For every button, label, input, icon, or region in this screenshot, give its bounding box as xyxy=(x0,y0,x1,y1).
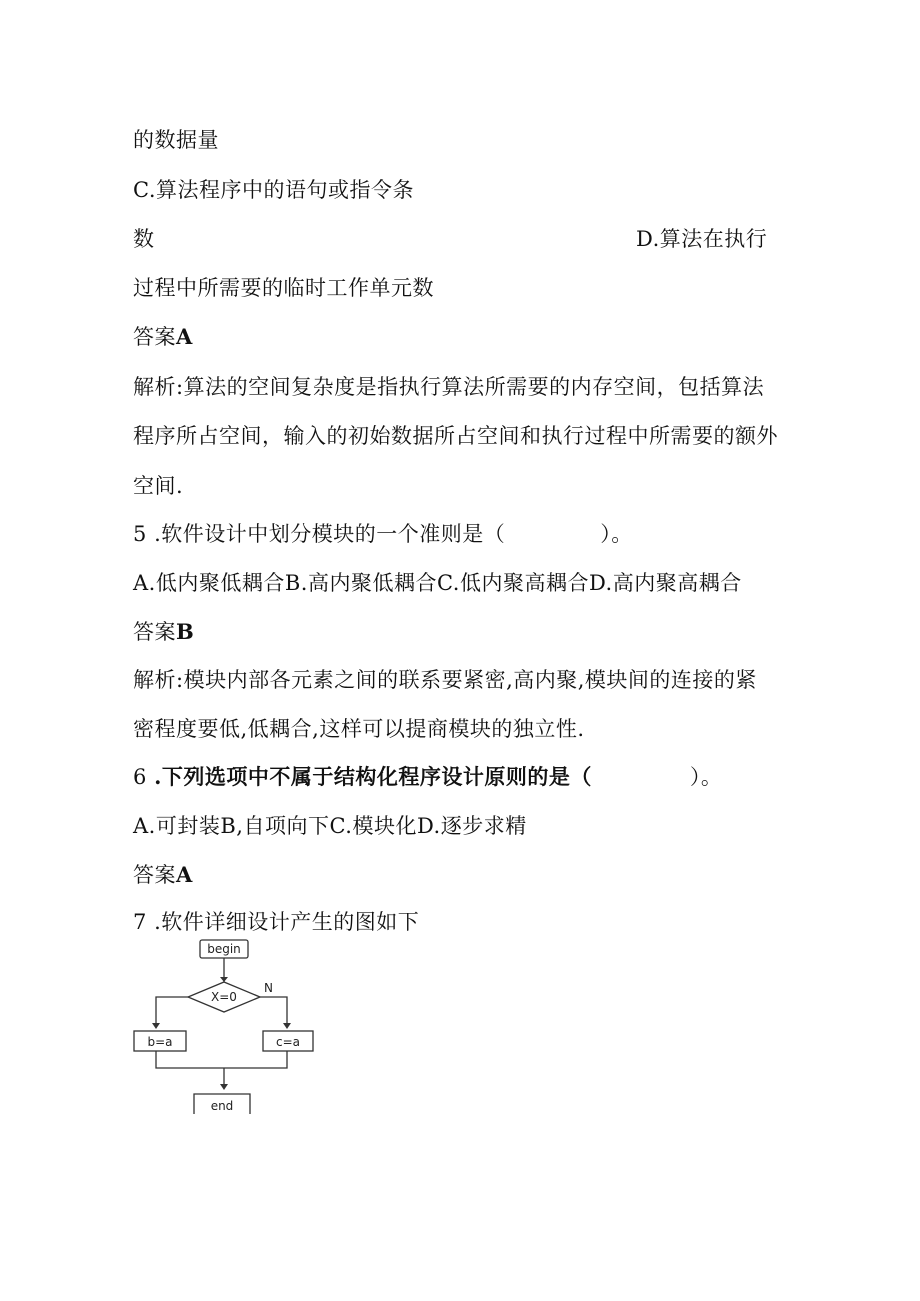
text-line: 的数据量 xyxy=(133,128,219,152)
left-box-label: b=a xyxy=(147,1035,173,1049)
right-box-label: c=a xyxy=(275,1035,301,1049)
answer-line xyxy=(133,618,194,646)
text-line: 数 xyxy=(133,227,155,251)
question-text: .软件详细设计产生的图如下 xyxy=(154,910,420,934)
question-7 xyxy=(133,908,419,936)
options-line: A.低内聚低耦合B.高内聚低耦合C.低内聚高耦合D.高内聚高耦合 xyxy=(133,571,742,595)
answer-value: A xyxy=(176,324,193,349)
explanation-line: 空间. xyxy=(133,474,184,498)
answer-value: B xyxy=(176,619,195,644)
question-text: .下列选项中不属于结构化程序设计原则的是（ xyxy=(154,764,592,789)
question-number: 6 xyxy=(133,765,147,789)
answer-label: 答案 xyxy=(133,620,176,644)
options-line: A.可封装B,自项向下C.模块化D.逐步求精 xyxy=(133,814,527,838)
explanation-line: 密程度要低,低耦合,这样可以提商模块的独立性. xyxy=(133,717,585,741)
answer-line xyxy=(133,861,193,889)
explanation-line: 解析:模块内部各元素之间的联系要紧密,高内聚,模块间的连接的紧 xyxy=(133,668,757,692)
flowchart-diagram xyxy=(132,936,317,1116)
answer-label: 答案 xyxy=(133,325,176,349)
answer-value: A xyxy=(176,862,193,887)
branch-no-label: N xyxy=(264,981,273,995)
explanation-line: 程序所占空间，输入的初始数据所占空间和执行过程中所需要的额外 xyxy=(133,424,778,448)
condition-label: X=0 xyxy=(211,990,237,1004)
explanation-line: 解析:算法的空间复杂度是指执行算法所需要的内存空间，包括算法 xyxy=(133,375,765,399)
question-text: .软件设计中划分模块的一个准则是（ xyxy=(154,522,506,546)
answer-label: 答案 xyxy=(133,863,176,887)
end-label: end xyxy=(210,1099,234,1113)
question-6 xyxy=(133,763,722,791)
question-5 xyxy=(133,520,633,548)
question-number: 7 xyxy=(133,910,147,934)
option-c: C.算法程序中的语句或指令条 xyxy=(133,178,414,202)
answer-line xyxy=(133,323,193,351)
question-close: ）。 xyxy=(689,765,723,789)
question-close: ）。 xyxy=(600,522,633,546)
question-number: 5 xyxy=(133,522,147,546)
option-d: D.算法在执行 xyxy=(636,227,768,251)
text-line: 过程中所需要的临时工作单元数 xyxy=(133,276,434,300)
begin-label: begin xyxy=(207,942,241,956)
